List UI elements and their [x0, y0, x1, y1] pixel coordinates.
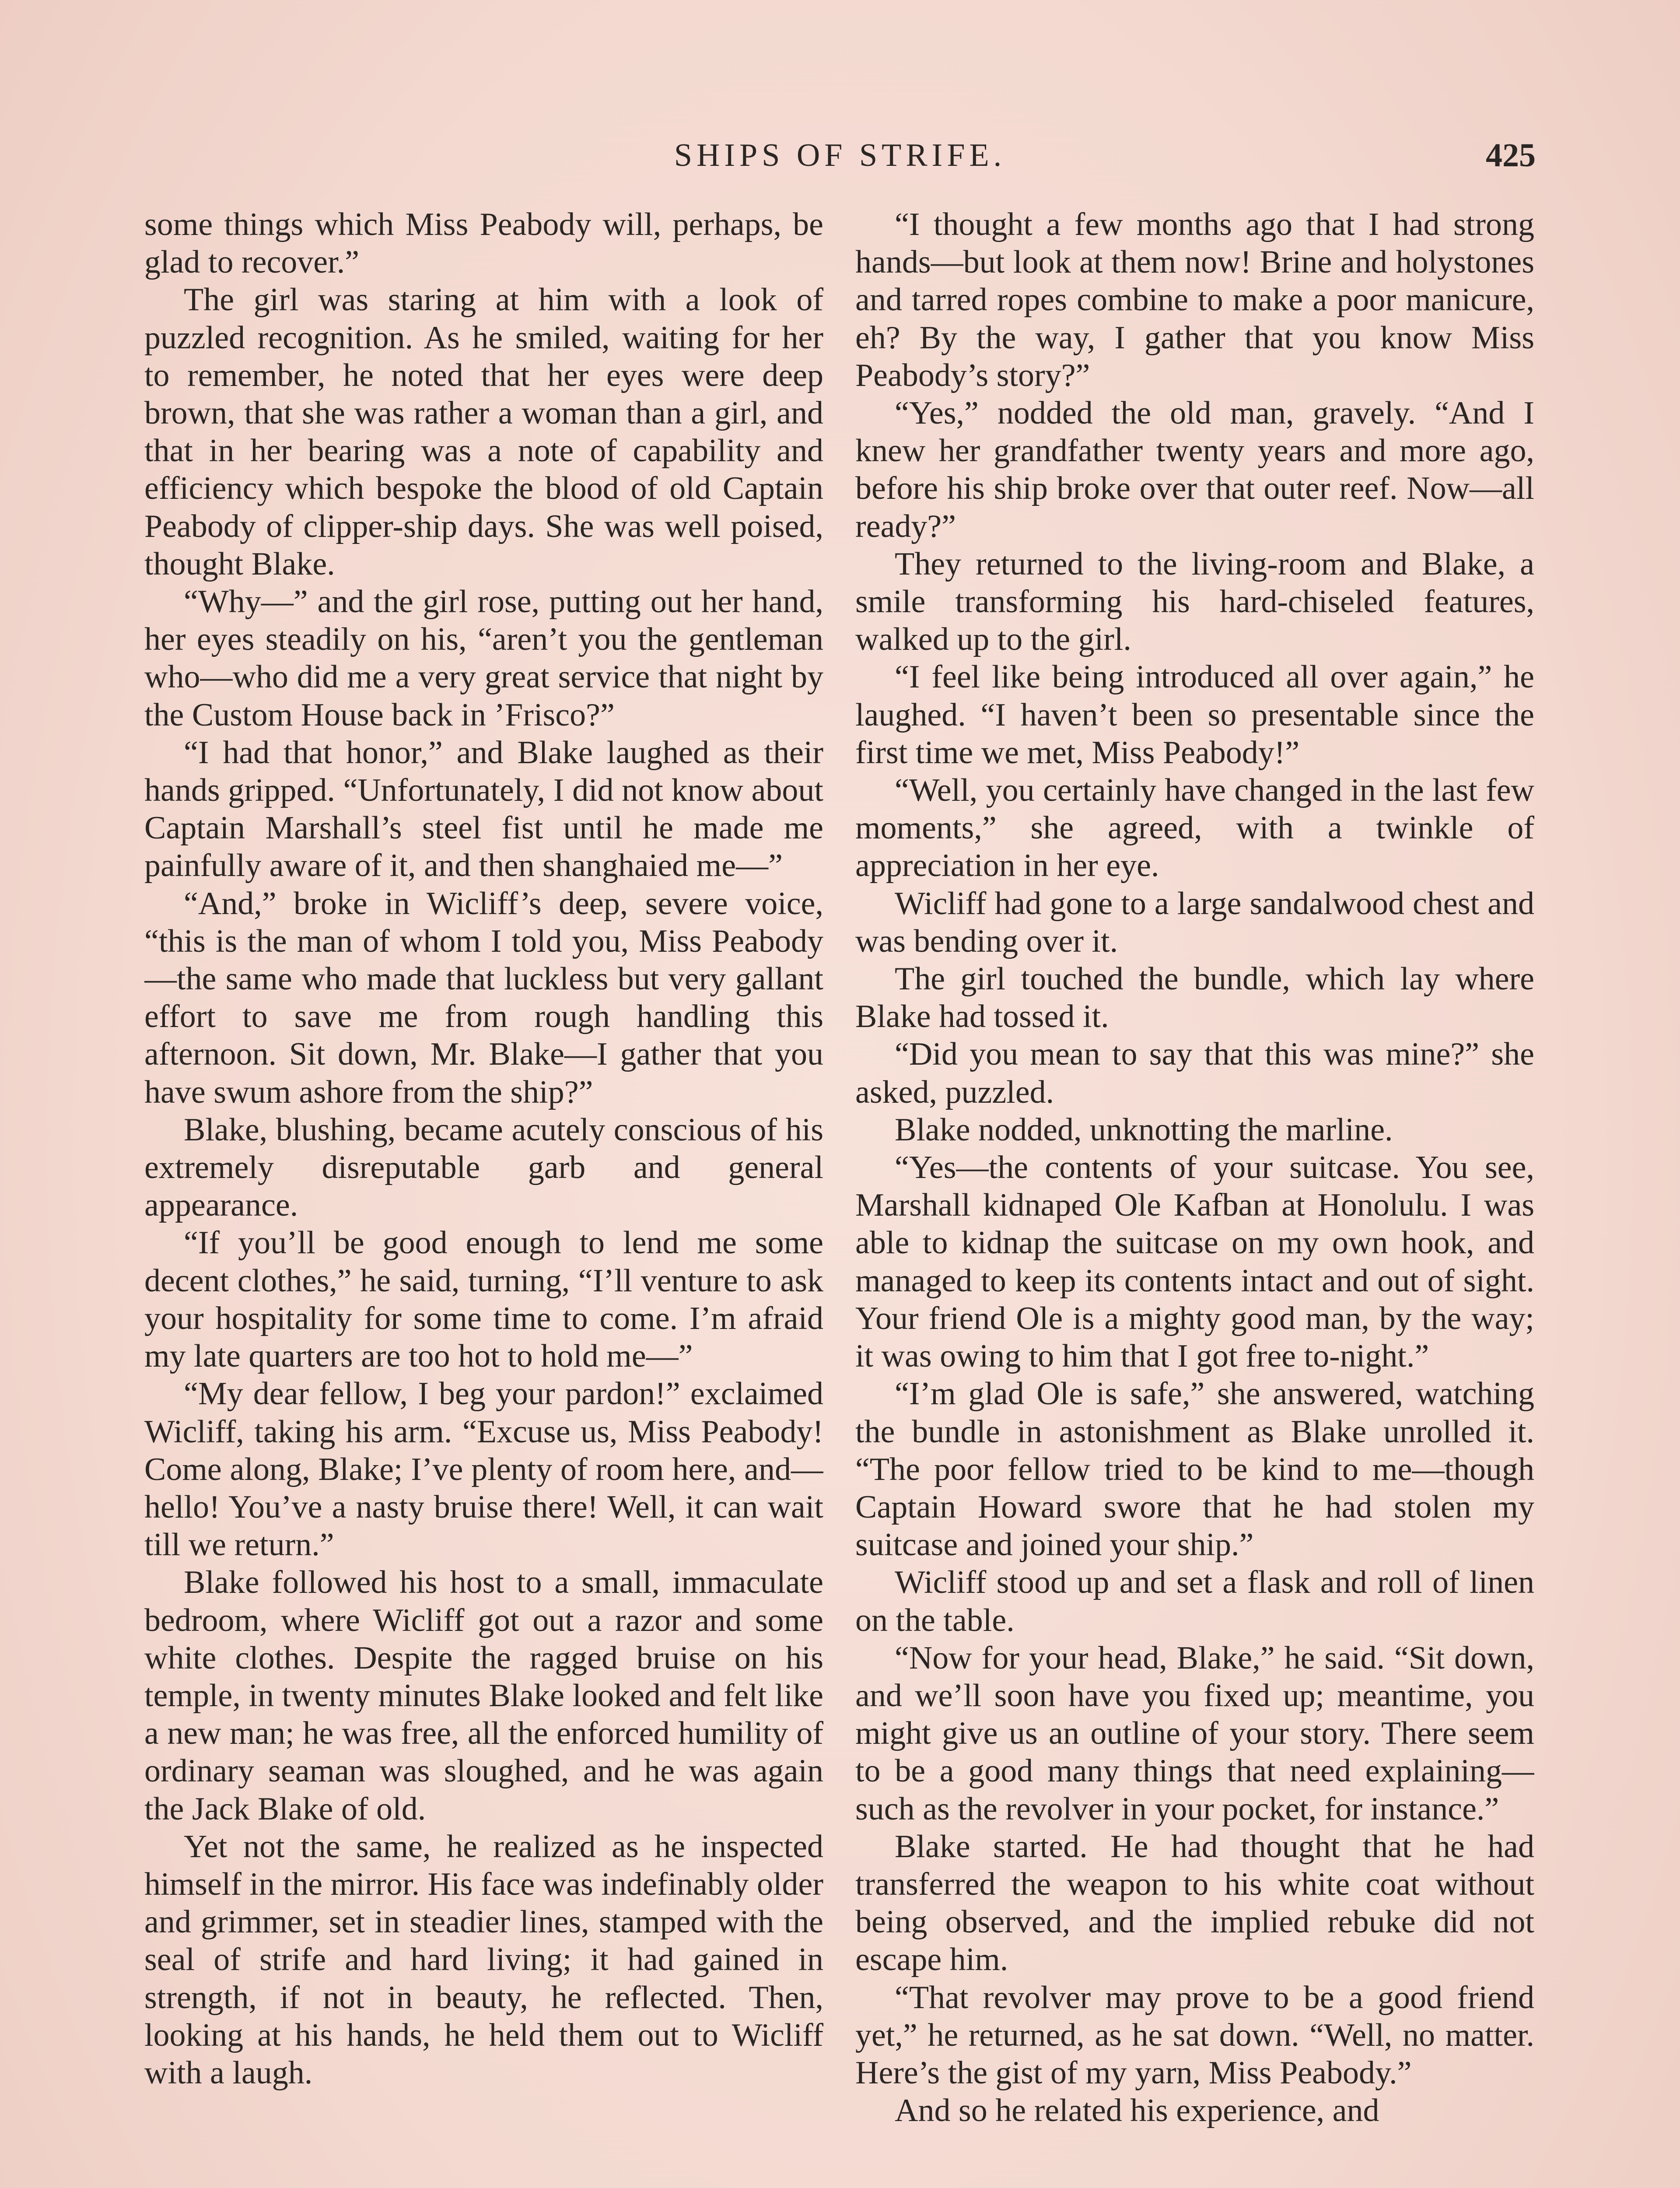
paragraph: “I feel like being introduced all over again,” he laughed. “I haven’t been so presentable since the first time we met, Miss Peabody!”: [855, 659, 1534, 771]
paragraph: “Why—” and the girl rose, putting out her hand, her eyes steadily on his, “aren’t you the gentleman who—who did me a very great service that night by the Custom House back in ’Frisco?”: [144, 584, 823, 733]
paragraph: The girl was staring at him with a look of puzzled recognition. As he smiled, waiting for her to remember, he noted that her eyes were deep brown, that she was rather a woman than a girl, and that in her bearing was a note of capability and efficiency which bespoke the blood of old Captain Peabody of clipper-ship days. She was well poised, thought Blake.: [144, 282, 823, 582]
left-column: [144, 206, 823, 2188]
paragraph: “And,” broke in Wicliff’s deep, severe voice, “this is the man of whom I told you, Miss Peabody—the same who made that luckless but very gallant effort to save me from rough handling this afternoon. Sit down, Mr. Blake—I gather that you have swum ashore from the ship?”: [144, 885, 823, 1110]
paragraph: Yet not the same, he realized as he inspected himself in the mirror. His face was indefinably older and grimmer, set in steadier lines, stamped with the seal of strife and hard living; it had gained in strength, if not in beauty, he reflected. Then, looking at his hands, he held them out to Wicliff with a laugh.: [144, 1828, 823, 2091]
paragraph: Wicliff stood up and set a flask and roll of linen on the table.: [855, 1564, 1534, 1638]
paragraph: “I had that honor,” and Blake laughed as their hands gripped. “Unfortunately, I did not know about Captain Marshall’s steel fist until he made me painfully aware of it, and then shanghaied me—”: [144, 734, 823, 884]
paragraph: Blake followed his host to a small, immaculate bedroom, where Wicliff got out a razor and some white clothes. Despite the ragged bruise on his temple, in twenty minutes Blake looked and felt like a new man; he was free, all the enforced humility of ordinary seaman was sloughed, and he was again the Jack Blake of old.: [144, 1564, 823, 1827]
paragraph: Blake started. He had thought that he had transferred the weapon to his white coat without being observed, and the implied rebuke did not escape him.: [855, 1828, 1534, 1978]
paragraph: “That revolver may prove to be a good friend yet,” he returned, as he sat down. “Well, no matter. Here’s the gist of my yarn, Miss Peabody.”: [855, 1979, 1534, 2091]
paragraph: Blake nodded, unknotting the marline.: [895, 1112, 1393, 1148]
paragraph: “I thought a few months ago that I had strong hands—but look at them now! Brine and holystones and tarred ropes combine to make a poor manicure, eh? By the way, I gather that you know Miss Peabody’s story?”: [855, 207, 1534, 393]
paragraph: “Did you mean to say that this was mine?” she asked, puzzled.: [855, 1036, 1534, 1110]
right-column: [855, 206, 1534, 2188]
paragraph: “I’m glad Ole is safe,” she answered, watching the bundle in astonishment as Blake unrolled it. “The poor fellow tried to be kind to me—though Captain Howard swore that he had stolen my suitcase and joined your ship.”: [855, 1376, 1534, 1563]
paragraph: “Well, you certainly have changed in the last few moments,” she agreed, with a twinkle of appreciation in her eye.: [855, 772, 1534, 884]
paragraph: some things which Miss Peabody will, perhaps, be glad to recover.”: [144, 207, 823, 281]
paragraph: Blake, blushing, became acutely conscious of his extremely disreputable garb and general appearance.: [144, 1112, 823, 1224]
paragraph: And so he related his experience, and: [895, 2093, 1379, 2129]
paragraph: “Yes—the contents of your suitcase. You see, Marshall kidnaped Ole Kafban at Honolulu. I was able to kidnap the suitcase on my own hook, and managed to keep its contents intact and out of sight. Your friend Ole is a mighty good man, by the way; it was owing to him that I got free to-night.”: [855, 1150, 1534, 1375]
paragraph: “If you’ll be good enough to lend me some decent clothes,” he said, turning, “I’ll venture to ask your hospitality for some time to come. I’m afraid my late quarters are too hot to hold me—”: [144, 1225, 823, 1375]
paragraph: The girl touched the bundle, which lay where Blake had tossed it.: [855, 961, 1534, 1035]
paragraph: Wicliff had gone to a large sandalwood chest and was bending over it.: [855, 885, 1534, 959]
paragraph: “Now for your head, Blake,” he said. “Sit down, and we’ll soon have you fixed up; meantime, you might give us an outline of your story. There seem to be a good many things that need explaining—such as the revolver in your pocket, for instance.”: [855, 1640, 1534, 1827]
paragraph: “My dear fellow, I beg your pardon!” exclaimed Wicliff, taking his arm. “Excuse us, Miss Peabody! Come along, Blake; I’ve plenty of room here, and—hello! You’ve a nasty bruise there! Well, it can wait till we return.”: [144, 1376, 823, 1563]
paragraph: “Yes,” nodded the old man, gravely. “And I knew her grandfather twenty years and more ago, before his ship broke over that outer reef. Now—all ready?”: [855, 395, 1534, 544]
page-number: 425: [1486, 137, 1536, 174]
running-title: SHIPS OF STRIFE.: [674, 137, 1006, 173]
page-header: [144, 131, 1536, 179]
paragraph: They returned to the living-room and Blake, a smile transforming his hard-chiseled features, walked up to the girl.: [855, 546, 1534, 658]
